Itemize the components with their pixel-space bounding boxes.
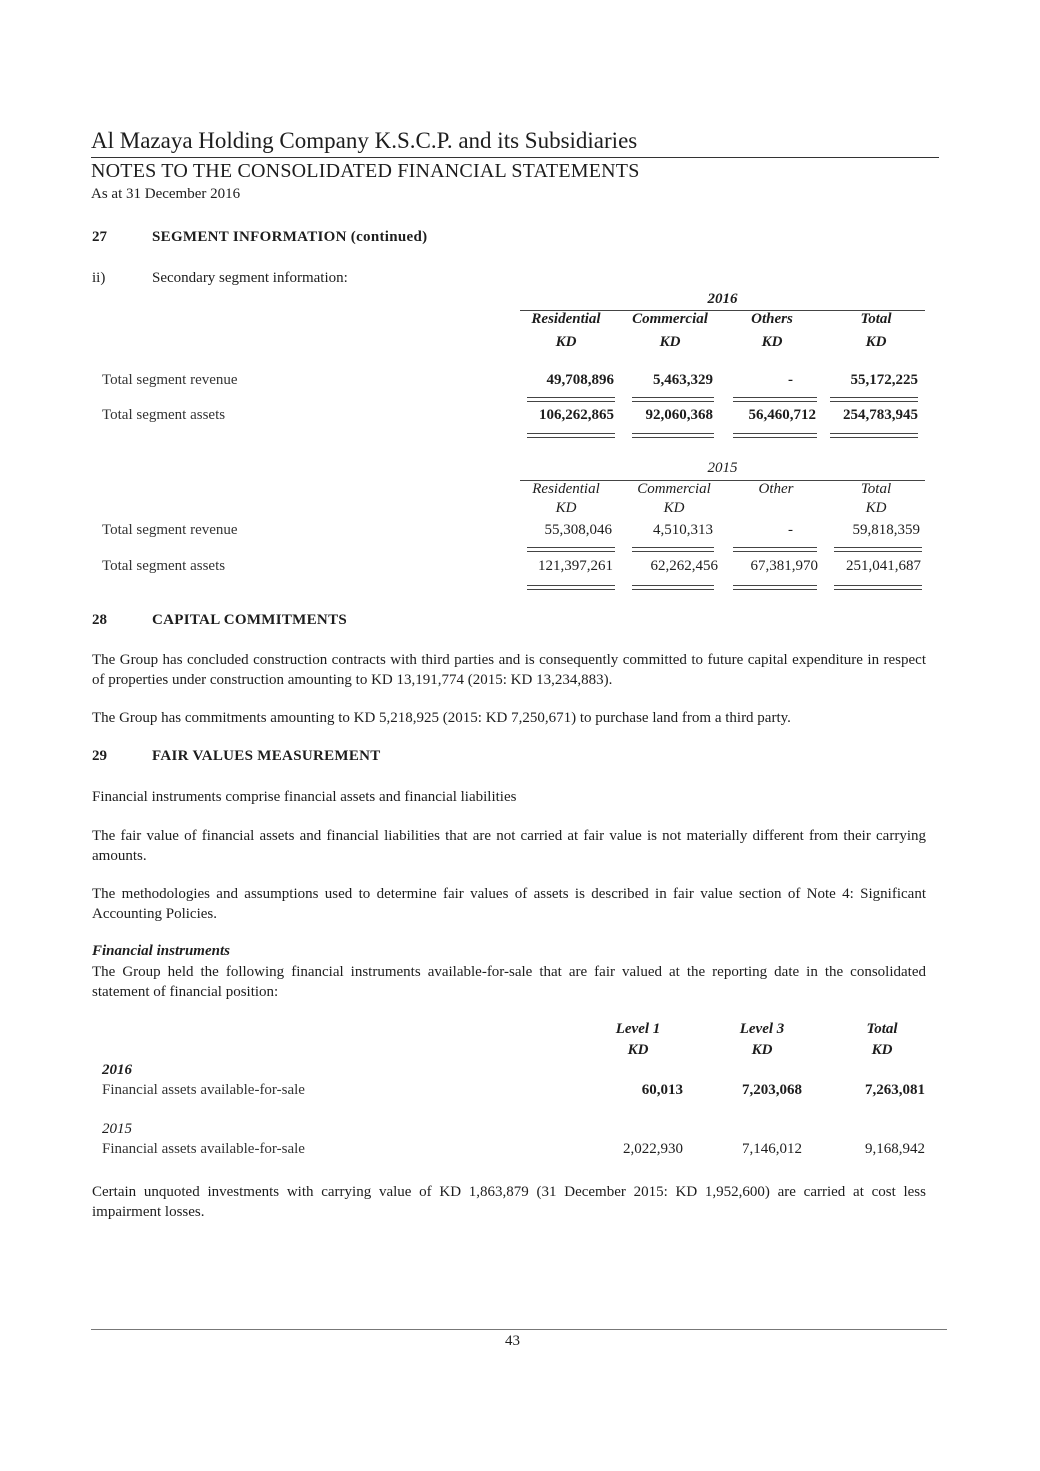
section-29-number: 29: [92, 748, 107, 764]
commitments-para-1: The Group has concluded construction contracts with third parties and is consequently committed to future capital expenditure in respect of properties under construction amounting to KD 13,191,774 (2015: KD 13,234,883).: [92, 652, 926, 688]
cell: 60,013: [641, 1082, 683, 1098]
col-level-3: Level 3: [739, 1021, 785, 1037]
page-number: 43: [505, 1333, 520, 1349]
section-29-title: FAIR VALUES MEASUREMENT: [152, 748, 381, 764]
cell: 55,172,225: [850, 372, 918, 388]
header-rule: [91, 157, 939, 158]
double-rule: [834, 585, 922, 590]
cell: 106,262,865: [539, 407, 614, 423]
notes-title: NOTES TO THE CONSOLIDATED FINANCIAL STATEMENTS: [91, 160, 640, 182]
fair-value-para-2: The fair value of financial assets and financial liabilities that are not carried at fair value is not materially different from their carrying amounts.: [92, 828, 926, 864]
unit-kd: KD: [865, 334, 887, 350]
section-28-title: CAPITAL COMMITMENTS: [152, 612, 348, 628]
cell: 254,783,945: [843, 407, 918, 423]
unit-kd: KD: [627, 1042, 649, 1058]
cell: 67,381,970: [750, 558, 818, 574]
cell: 251,041,687: [846, 558, 921, 574]
col-total: Total: [860, 311, 892, 327]
col-level-1: Level 1: [615, 1021, 661, 1037]
col-commercial: Commercial: [637, 481, 711, 497]
cell: -: [788, 522, 793, 538]
cell: 62,262,456: [650, 558, 718, 574]
double-rule: [733, 397, 817, 402]
closing-para: Certain unquoted investments with carrying value of KD 1,863,879 (31 December 2015: KD 1,952,600) are carried at cost less impairment losses.: [92, 1184, 926, 1220]
double-rule: [527, 547, 615, 552]
cell: 49,708,896: [546, 372, 614, 388]
unit-kd: KD: [865, 500, 887, 516]
cell: 5,463,329: [653, 372, 713, 388]
double-rule: [527, 585, 615, 590]
cell: -: [788, 372, 793, 388]
col-total: Total: [866, 1021, 898, 1037]
cell: 7,203,068: [742, 1082, 802, 1098]
double-rule: [733, 547, 817, 552]
section-27-number: 27: [92, 229, 107, 245]
unit-kd: KD: [761, 334, 783, 350]
cell: 56,460,712: [748, 407, 816, 423]
row-label-afs-2016: Financial assets available-for-sale: [102, 1082, 305, 1098]
unit-kd: KD: [663, 500, 685, 516]
cell: 55,308,046: [544, 522, 612, 538]
section-27-title: SEGMENT INFORMATION (continued): [152, 229, 428, 245]
cell: 2,022,930: [623, 1141, 683, 1157]
unit-kd: KD: [751, 1042, 773, 1058]
col-total: Total: [860, 481, 892, 497]
cell: 9,168,942: [865, 1141, 925, 1157]
cell: 7,263,081: [865, 1082, 925, 1098]
cell: 4,510,313: [653, 522, 713, 538]
row-label-revenue: Total segment revenue: [102, 372, 238, 388]
col-others: Others: [751, 311, 793, 327]
col-other: Other: [758, 481, 794, 497]
double-rule: [632, 585, 714, 590]
fair-value-para-1: Financial instruments comprise financial assets and financial liabilities: [92, 789, 517, 805]
financial-instruments-heading: Financial instruments: [92, 943, 230, 959]
unit-kd: KD: [555, 500, 577, 516]
cell: 121,397,261: [538, 558, 613, 574]
col-commercial: Commercial: [632, 311, 708, 327]
double-rule: [830, 433, 918, 438]
double-rule: [632, 433, 714, 438]
cell: 59,818,359: [852, 522, 920, 538]
financial-instruments-para: The Group held the following financial instruments available-for-sale that are fair valued at the reporting date in the consolidated statement of financial position:: [92, 964, 926, 1000]
double-rule: [733, 585, 817, 590]
commitments-para-2: The Group has commitments amounting to KD 5,218,925 (2015: KD 7,250,671) to purchase land from a third party.: [92, 710, 791, 726]
company-name: Al Mazaya Holding Company K.S.C.P. and its Subsidiaries: [91, 128, 638, 153]
section-28-number: 28: [92, 612, 107, 628]
sub-marker: ii): [92, 270, 106, 286]
cell: 7,146,012: [742, 1141, 802, 1157]
col-residential: Residential: [531, 311, 601, 327]
year-2015-label: 2015: [102, 1121, 132, 1137]
row-label-assets: Total segment assets: [102, 407, 226, 423]
double-rule: [632, 547, 714, 552]
as-at-date: As at 31 December 2016: [91, 186, 241, 202]
unit-kd: KD: [555, 334, 577, 350]
double-rule: [733, 433, 817, 438]
unit-kd: KD: [871, 1042, 893, 1058]
cell: 92,060,368: [645, 407, 713, 423]
unit-kd: KD: [659, 334, 681, 350]
footer-rule: [91, 1329, 947, 1330]
fair-value-para-3: The methodologies and assumptions used to determine fair values of assets is described in fair value section of Note 4: Significant Accounting Policies.: [92, 886, 926, 922]
row-label-afs-2015: Financial assets available-for-sale: [102, 1141, 305, 1157]
double-rule: [830, 397, 918, 402]
year-2015-heading: 2015: [707, 460, 738, 476]
double-rule: [527, 397, 615, 402]
double-rule: [632, 397, 714, 402]
year-2016-label: 2016: [102, 1062, 132, 1078]
double-rule: [527, 433, 615, 438]
double-rule: [834, 547, 922, 552]
row-label-revenue: Total segment revenue: [102, 522, 238, 538]
col-residential: Residential: [532, 481, 600, 497]
sub-title: Secondary segment information:: [152, 270, 348, 286]
year-2016-heading: 2016: [707, 291, 738, 307]
row-label-assets: Total segment assets: [102, 558, 226, 574]
